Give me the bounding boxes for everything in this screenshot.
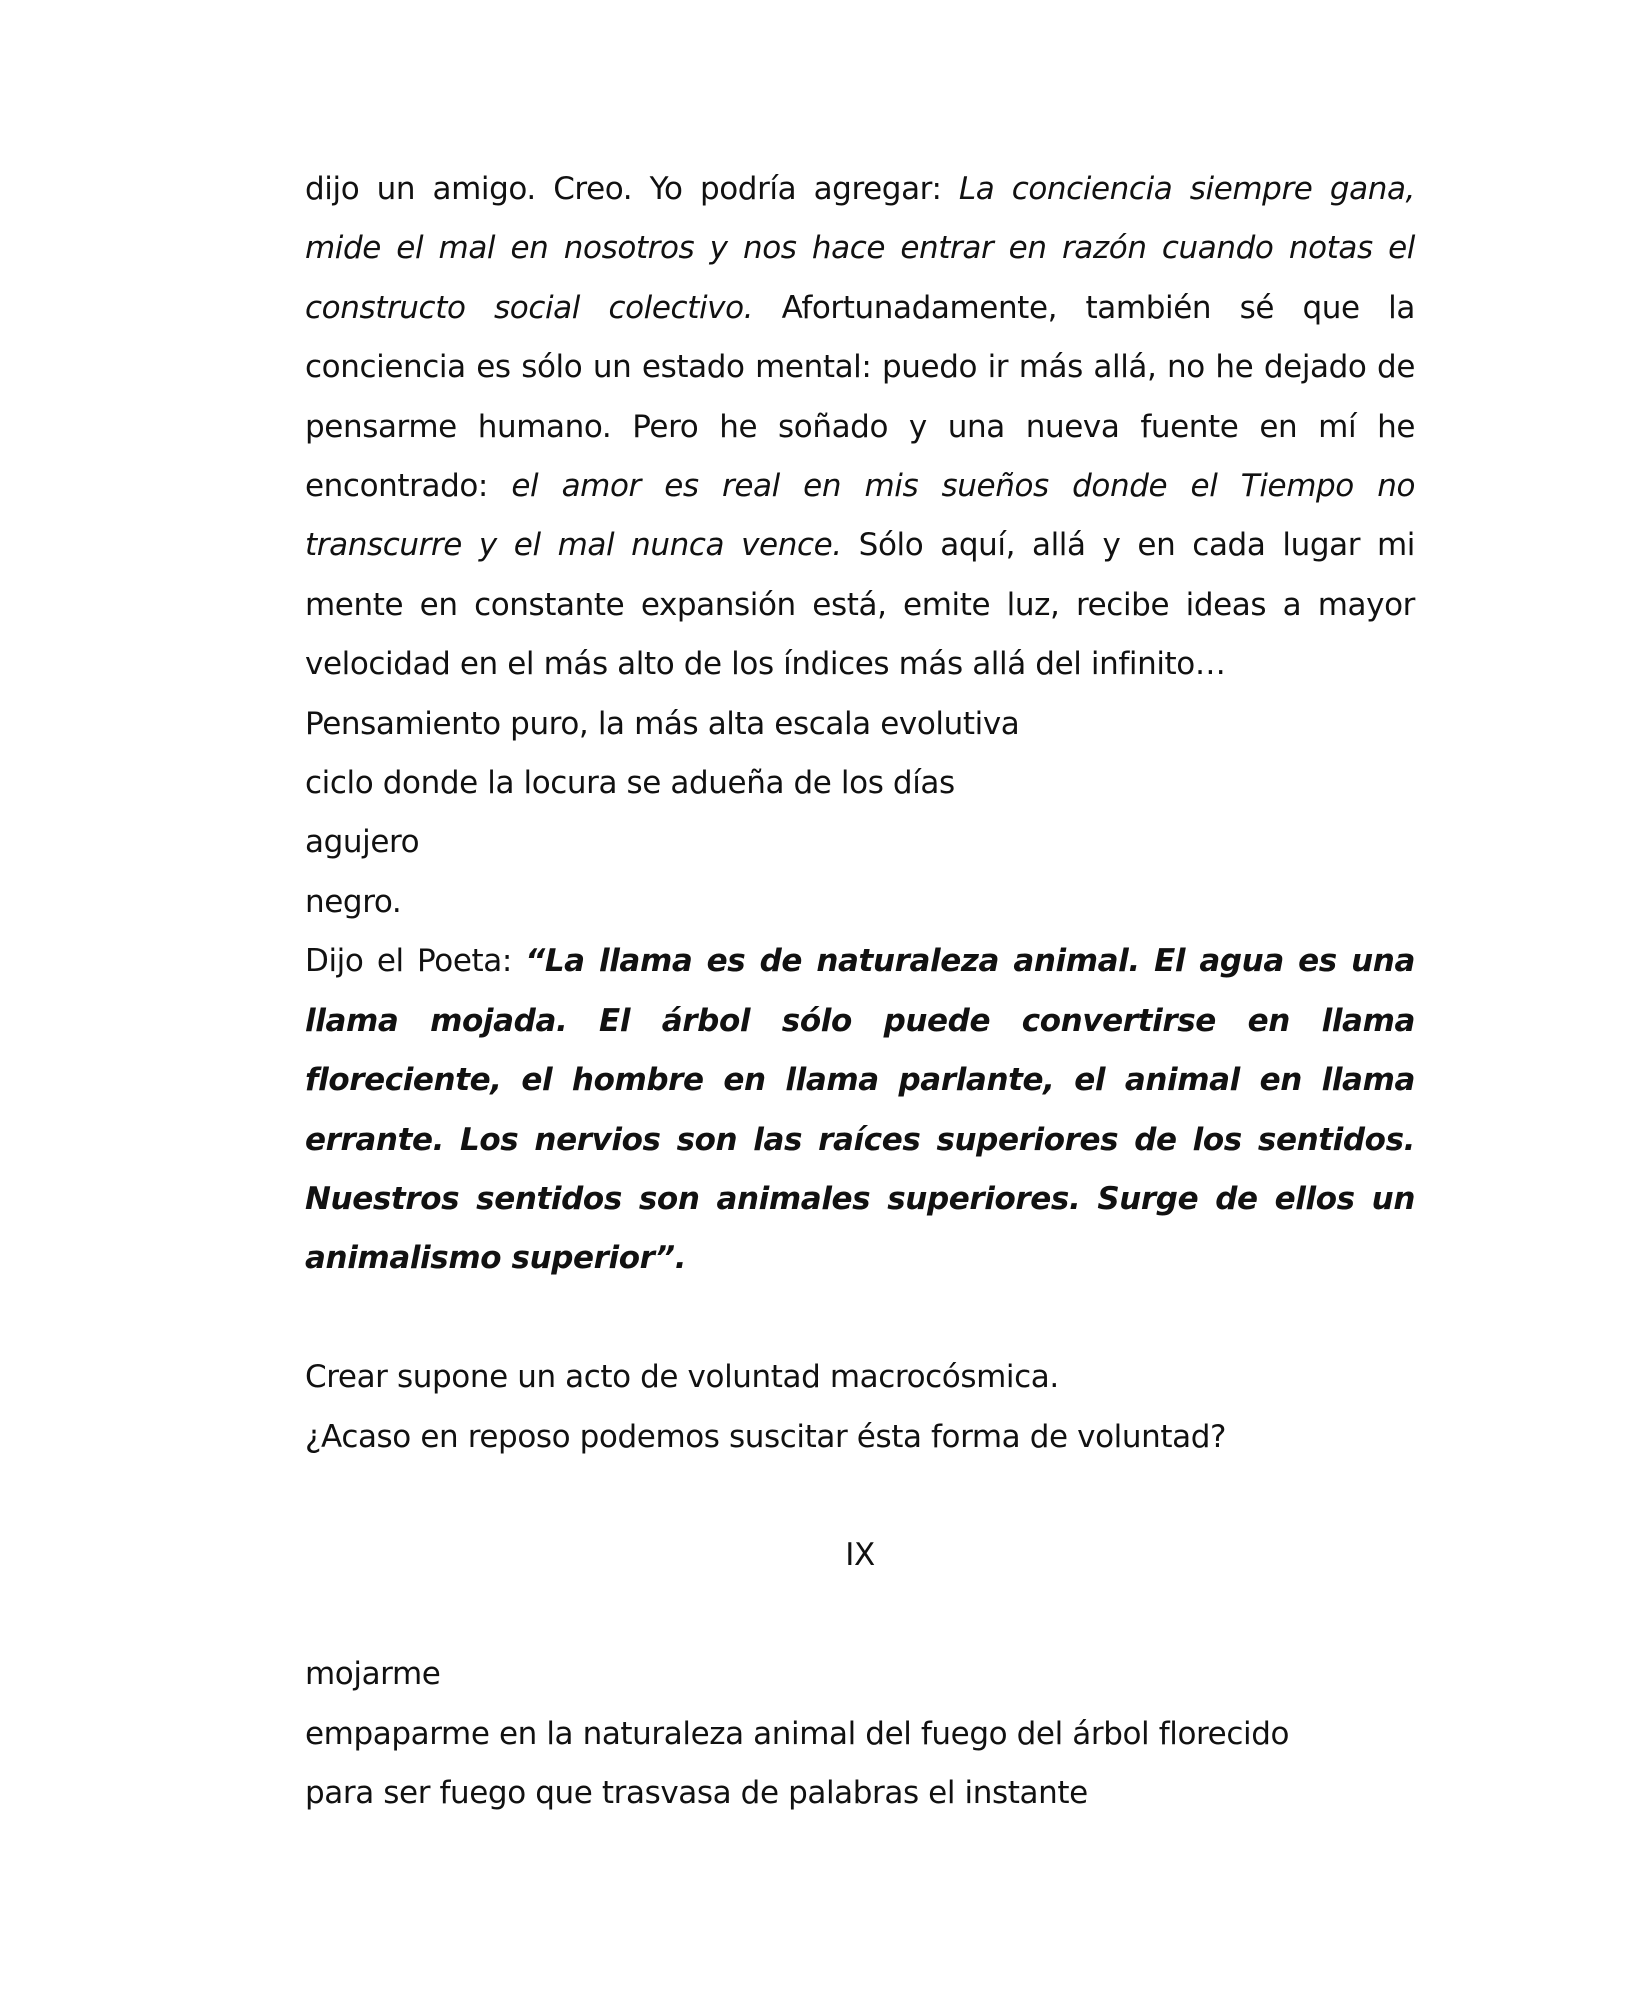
poem-line: agujero (305, 824, 420, 861)
poem-line: empaparme en la naturaleza animal del fuego del árbol florecido (305, 1715, 1290, 1752)
paragraph-text: Sólo aquí, allá y en cada lugar mi mente en constante expansión está, emite luz, recibe ideas a mayor velocidad en el más alto de los índices más allá del infinito… (305, 527, 1415, 683)
blank-line (305, 1467, 1415, 1526)
reflection-line: Crear supone un acto de voluntad macrocósmica. (305, 1359, 1059, 1396)
quote-intro: Dijo el Poeta: (305, 943, 526, 980)
poem-line: Pensamiento puro, la más alta escala evolutiva (305, 705, 1020, 742)
italic-phrase: el amor es real en mis sueños donde el Tiempo no transcurre y el mal nunca vence. (305, 468, 1416, 564)
document-page (305, 160, 1415, 1823)
poem-line: para ser fuego que trasvasa de palabras el instante (305, 1774, 1088, 1811)
paragraph-text: Afortunadamente, también sé que la conciencia es sólo un estado mental: puedo ir más allá, no he dejado de pensarme humano. Pero he soñado y una nueva fuente en mí he encontrado: (305, 289, 1415, 505)
blank-line (305, 1289, 1415, 1348)
blank-line (305, 1586, 1415, 1645)
poet-quote (305, 932, 1415, 1288)
section-heading: IX (845, 1537, 875, 1574)
paragraph-text: dijo un amigo. Creo. Yo podría agregar: (305, 171, 959, 207)
italic-phrase: La conciencia siempre gana, mide el mal en nosotros y nos hace entrar en razón cuando notas el constructo social colectivo. (305, 171, 1415, 326)
poem-line: mojarme (305, 1656, 441, 1693)
poem-line: negro. (305, 883, 402, 920)
reflection-line: ¿Acaso en reposo podemos suscitar ésta forma de voluntad? (305, 1418, 1227, 1455)
paragraph-conciencia (305, 160, 1415, 695)
quote-text: “La llama es de naturaleza animal. El agua es una llama mojada. El árbol sólo puede convertirse en llama floreciente, el hombre en llama parlante, el animal en llama errante. Los nervios son las raíces superiores de los sentidos. Nuestros sentidos son animales superiores. Surge de ellos un animalismo superior”. (305, 943, 1415, 1277)
poem-line: ciclo donde la locura se adueña de los días (305, 765, 955, 802)
